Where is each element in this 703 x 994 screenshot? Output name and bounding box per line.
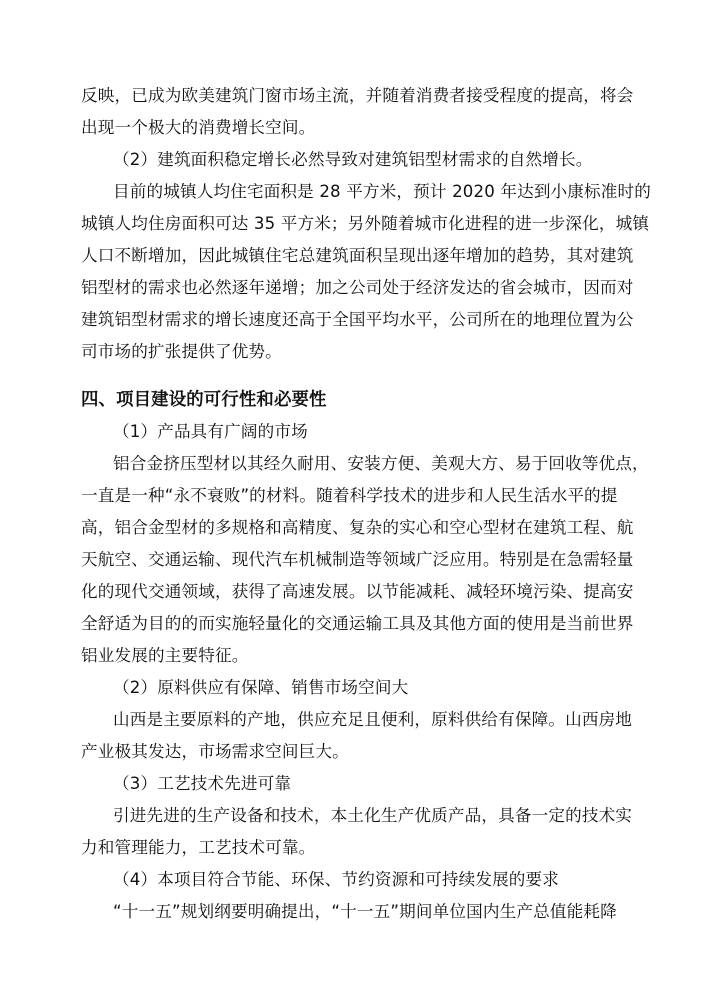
- paragraph-line: 天航空、交通运输、现代汽车机械制造等领域广泛应用。特别是在急需轻量: [81, 550, 634, 569]
- paragraph-line: 化的现代交通领域，获得了高速发展。以节能减耗、减轻环境污染、提高安: [81, 582, 634, 601]
- subsection-heading: （4）本项目符合节能、环保、节约资源和可持续发展的要求: [113, 870, 560, 889]
- paragraph-line: 目前的城镇人均住宅面积是 28 平方米，预计 2020 年达到小康标准时的: [113, 182, 652, 201]
- paragraph-line: 高，铝合金型材的多规格和高精度、复杂的实心和空心型材在建筑工程、航: [81, 518, 634, 537]
- subsection-heading: （1）产品具有广阔的市场: [113, 422, 308, 441]
- paragraph-line: 铝业发展的主要特征。: [81, 646, 249, 665]
- paragraph-line: 反映，已成为欧美建筑门窗市场主流，并随着消费者接受程度的提高，将会: [81, 86, 634, 105]
- paragraph-line: 司市场的扩张提供了优势。: [81, 342, 282, 361]
- paragraph-line: 建筑铝型材需求的增长速度还高于全国平均水平，公司所在的地理位置为公: [81, 310, 634, 329]
- paragraph-line: 全舒适为目的的而实施轻量化的交通运输工具及其他方面的使用是当前世界: [81, 614, 634, 633]
- subsection-heading: （2）建筑面积稳定增长必然导致对建筑铝型材需求的自然增长。: [113, 150, 593, 169]
- paragraph-line: 一直是一种“永不衰败”的材料。随着科学技术的进步和人民生活水平的提: [81, 486, 618, 505]
- paragraph-line: 城镇人均住房面积可达 35 平方米；另外随着城市化进程的进一步深化，城镇: [81, 214, 650, 233]
- paragraph-line: 引进先进的生产设备和技术，本土化生产优质产品，具备一定的技术实: [113, 806, 633, 825]
- subsection-heading: （2）原料供应有保障、销售市场空间大: [113, 678, 409, 697]
- section-heading: 四、项目建设的可行性和必要性: [81, 390, 327, 410]
- paragraph-line: “十一五”规划纲要明确提出，“十一五”期间单位国内生产总值能耗降: [113, 902, 617, 921]
- paragraph-line: 产业极其发达，市场需求空间巨大。: [81, 742, 349, 761]
- paragraph-line: 山西是主要原料的产地，供应充足且便利，原料供给有保障。山西房地: [113, 710, 633, 729]
- subsection-heading: （3）工艺技术先进可靠: [113, 774, 292, 793]
- paragraph-line: 力和管理能力，工艺技术可靠。: [81, 838, 316, 857]
- paragraph-line: 铝型材的需求也必然逐年递增；加之公司处于经济发达的省会城市，因而对: [81, 278, 634, 297]
- paragraph-line: 人口不断增加，因此城镇住宅总建筑面积呈现出逐年增加的趋势，其对建筑: [81, 246, 634, 265]
- paragraph-line: 铝合金挤压型材以其经久耐用、安装方便、美观大方、易于回收等优点，: [113, 454, 649, 473]
- paragraph-line: 出现一个极大的消费增长空间。: [81, 118, 316, 137]
